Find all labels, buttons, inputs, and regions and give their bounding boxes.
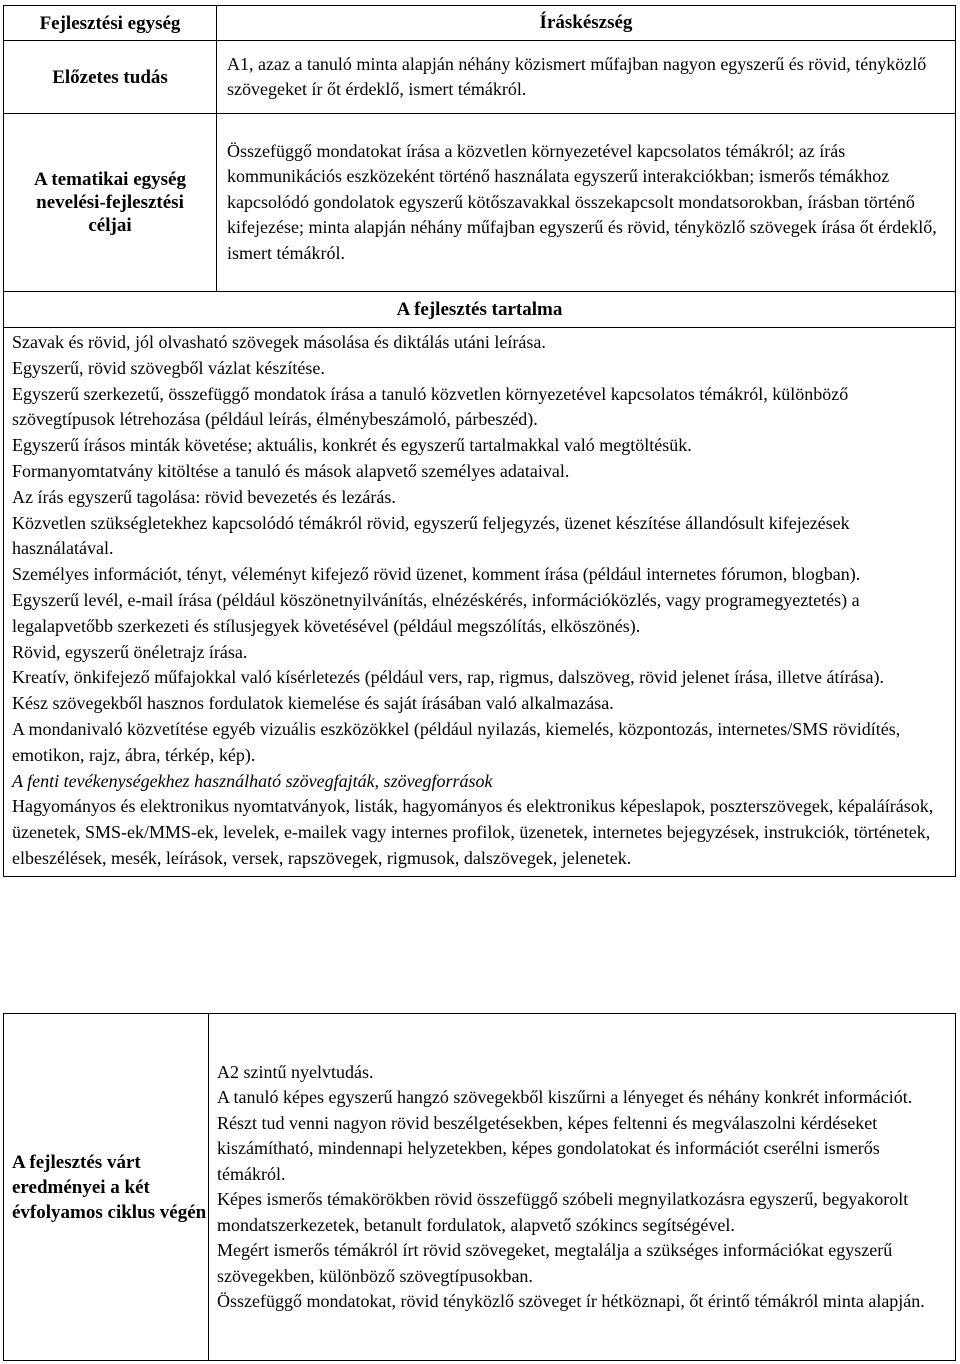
sources-text: Hagyományos és elektronikus nyomtatványok, listák, hagyományos és elektronikus képeslapok, poszterszövegek, képaláírások, üzenetek, SMS-ek/MMS-ek, levelek, e-mailek vagy internes profilok, üzenetek, internetes bejegyzések, instrukciók, történetek, elbeszélések, mesék, leírások, versek, rapszövegek, rigmusok, dalszövegek, jelenetek. [12,796,934,868]
content-item: A mondanivaló közvetítése egyéb vizuális eszközökkel (például nyilazás, kiemelés, központozás, internetes/SMS rövidítés, emotikon, rajz, ábra, térkép, kép). [12,718,901,765]
sources-heading: A fenti tevékenységekhez használható szövegfajták, szövegforrások [12,770,493,791]
result-item: A2 szintű nyelvtudás. [217,1061,374,1082]
results-label: A fejlesztés várt eredményei a két évfolyamos ciklus végén [4,1014,209,1361]
content-item: Szavak és rövid, jól olvasható szövegek másolása és diktálás utáni leírása. [12,332,546,352]
result-item: Képes ismerős témakörökben rövid összefüggő szóbeli megnyilatkozásra egyszerű, begyakorolt mondatszerkezetek, betanult fordulatok, alapvető szókincs segítségével. [217,1189,909,1235]
goals-text: Összefüggő mondatokat írása a közvetlen környezetével kapcsolatos témákról; az írás kommunikációs eszközeként történő használata egyszerű interakciókban; ismerős témákhoz kapcsolódó gondolatok egyszerű kötőszavakkal összekapcsolt mondatsorokban, írásban történő kifejezése; minta alapján néhány műfajban egyszerű és rövid, tényközlő szövegek írása őt érdeklő, ismert témákról. [217,114,956,292]
content-item: Egyszerű írásos minták követése; aktuális, konkrét és egyszerű tartalmakkal való megtöltésük. [12,435,692,456]
prior-knowledge-text: A1, azaz a tanuló minta alapján néhány közismert műfajban nagyon egyszerű és rövid, tényközlő szövegeket ír őt érdeklő, ismert témákról. [217,41,956,114]
goals-label: A tematikai egység nevelési-fejlesztési céljai [4,114,217,292]
content-heading: A fejlesztés tartalma [4,292,956,328]
unit-value: Íráskészség [217,6,956,41]
content-item: Személyes információt, tényt, véleményt kifejező rövid üzenet, komment írása (például internetes fórumon, blogban). [12,564,861,585]
results-list [217,1060,949,1315]
result-item: Részt tud venni nagyon rövid beszélgetésekben, képes feltenni és megválaszolni kérdéseket kiszámítható, mindennapi helyzetekben, képes gondolatokat és információt cserélni ismerős témákról. [217,1112,880,1184]
prior-knowledge-label: Előzetes tudás [4,41,217,114]
content-item: Kész szövegekből hasznos fordulatok kiemelése és saját írásában való alkalmazása. [12,693,614,714]
content-item: Rövid, egyszerű önéletrajz írása. [12,641,248,662]
result-item: Összefüggő mondatokat, rövid tényközlő szöveget ír hétköznapi, őt érintő témákról minta alapján. [217,1291,925,1311]
content-item: Közvetlen szükségletekhez kapcsolódó témákról rövid, egyszerű feljegyzés, üzenet készítése állandósult kifejezések használatával. [12,512,850,559]
results-table [3,1013,956,1361]
content-list [12,330,947,769]
result-item: Megért ismerős témákról írt rövid szövegeket, megtalálja a szükséges információkat egyszerű szövegekben, különböző szövegtípusokban. [217,1240,893,1286]
content-body [4,328,956,877]
unit-label: Fejlesztési egység [4,6,217,41]
result-item: A tanuló képes egyszerű hangzó szövegekből kiszűrni a lényeget és néhány konkrét információt. [217,1087,913,1107]
content-item: Az írás egyszerű tagolása: rövid bevezetés és lezárás. [12,486,396,507]
skills-table [3,5,956,877]
content-item: Kreatív, önkifejező műfajokkal való kísérletezés (például vers, rap, rigmus, dalszöveg, rövid jelenet írása, illetve átírása). [12,667,884,688]
results-body [209,1014,956,1361]
content-item: Egyszerű levél, e-mail írása (például köszönetnyilvánítás, elnézéskérés, információközlés, vagy programegyeztetés) a legalapvetőbb szerkezeti és stílusjegyek követésével (például megszólítás, elköszönés). [12,589,860,636]
content-item: Egyszerű szerkezetű, összefüggő mondatok írása a tanuló közvetlen környezetével kapcsolatos témákról, különböző szövegtípusok létrehozása (például leírás, élménybeszámoló, párbeszéd). [12,383,849,430]
content-item: Formanyomtatvány kitöltése a tanuló és mások alapvető személyes adataival. [12,460,570,481]
content-item: Egyszerű, rövid szövegből vázlat készítése. [12,357,325,378]
